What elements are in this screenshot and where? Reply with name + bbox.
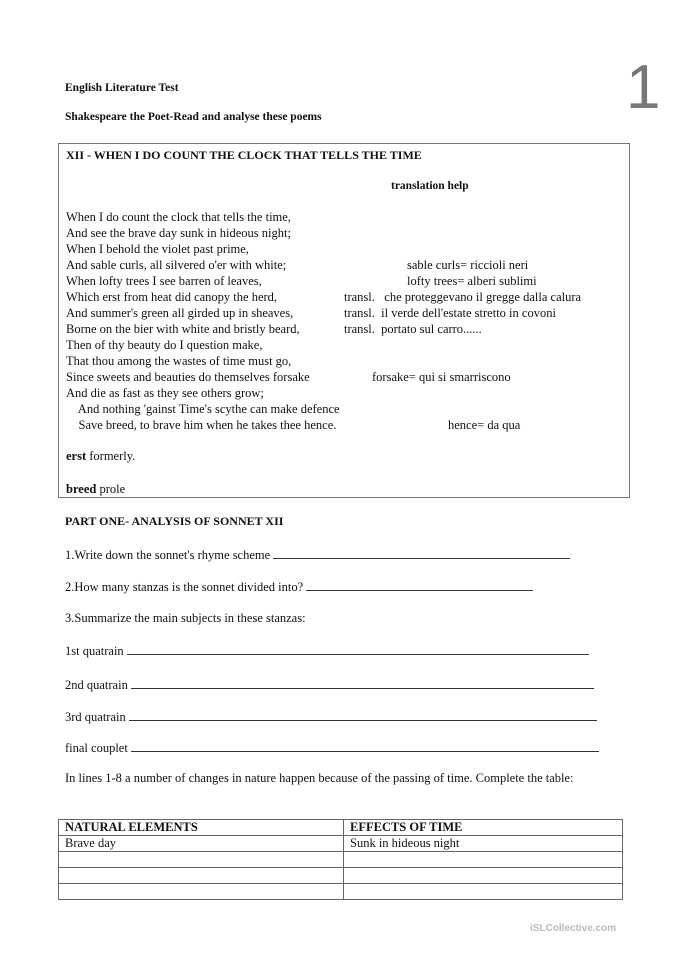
answer-line[interactable] (129, 709, 597, 721)
poem-line: And die as fast as they see others grow; (66, 386, 264, 400)
translation-note: transl. il verde dell'estate stretto in covoni (344, 306, 556, 320)
poem-title: XII - WHEN I DO COUNT THE CLOCK THAT TELLS THE TIME (66, 148, 422, 162)
glossary-erst: erst formerly. (66, 449, 136, 463)
table-cell[interactable] (344, 868, 623, 884)
translation-note: transl. portato sul carro...... (344, 322, 482, 336)
question-1: 1.Write down the sonnet's rhyme scheme (65, 547, 570, 563)
watermark: iSLCollective.com (530, 923, 617, 934)
poem-line: Which erst from heat did canopy the herd, (66, 290, 278, 304)
table-cell[interactable] (59, 868, 344, 884)
answer-line[interactable] (131, 677, 594, 689)
poem-line: Save breed, to brave him when he takes thee hence. (66, 418, 337, 432)
answer-line[interactable] (127, 643, 589, 655)
poem-line: And see the brave day sunk in hideous night; (66, 226, 291, 240)
poem-line: When I behold the violet past prime, (66, 242, 249, 256)
table-cell[interactable] (344, 852, 623, 868)
poem-line: And sable curls, all silvered o'er with white; (66, 258, 287, 272)
translation-note: sable curls= riccioli neri (407, 258, 529, 272)
q3-1st-quatrain: 1st quatrain (65, 643, 589, 659)
poem-line: When lofty trees I see barren of leaves, (66, 274, 262, 288)
translation-help-label: translation help (391, 180, 469, 192)
table-row (59, 868, 623, 884)
translation-note: transl. che proteggevano il gregge dalla calura (344, 290, 582, 304)
part-one-title: PART ONE- ANALYSIS OF SONNET XII (65, 514, 284, 528)
table-cell[interactable] (344, 884, 623, 900)
table-cell[interactable]: Sunk in hideous night (344, 836, 623, 852)
table-row (59, 884, 623, 900)
answer-line[interactable] (306, 579, 533, 591)
table-cell[interactable] (59, 884, 344, 900)
test-subtitle: Shakespeare the Poet-Read and analyse these poems (65, 111, 322, 123)
column-header: NATURAL ELEMENTS (59, 820, 344, 836)
column-header: EFFECTS OF TIME (344, 820, 623, 836)
translation-note: forsake= qui si smarriscono (372, 370, 511, 384)
table-cell[interactable] (59, 852, 344, 868)
table-cell[interactable]: Brave day (59, 836, 344, 852)
poem-line: Since sweets and beauties do themselves forsake (66, 370, 310, 384)
table-header-row (59, 820, 623, 836)
question-2: 2.How many stanzas is the sonnet divided into? (65, 579, 533, 595)
nature-effects-table (58, 819, 623, 900)
q3-2nd-quatrain: 2nd quatrain (65, 677, 594, 693)
translation-note: lofty trees= alberi sublimi (407, 274, 537, 288)
table-instructions: In lines 1-8 a number of changes in nature happen because of the passing of time. Complete the table: (65, 771, 574, 785)
poem-line: And nothing 'gainst Time's scythe can make defence (66, 402, 340, 416)
poem-line: Then of thy beauty do I question make, (66, 338, 263, 352)
poem-line: That thou among the wastes of time must go, (66, 354, 292, 368)
question-3: 3.Summarize the main subjects in these stanzas: (65, 611, 306, 625)
answer-line[interactable] (273, 547, 570, 559)
test-title: English Literature Test (65, 82, 179, 94)
glossary-breed: breed prole (66, 482, 126, 496)
q3-3rd-quatrain: 3rd quatrain (65, 709, 597, 725)
poem-line: Borne on the bier with white and bristly beard, (66, 322, 300, 336)
answer-line[interactable] (131, 740, 599, 752)
table-row (59, 836, 623, 852)
poem-line: When I do count the clock that tells the time, (66, 210, 291, 224)
translation-note: hence= da qua (448, 418, 521, 432)
q3-final-couplet: final couplet (65, 740, 599, 756)
page-number: 1 (626, 53, 661, 122)
poem-line: And summer's green all girded up in sheaves, (66, 306, 294, 320)
table-row (59, 852, 623, 868)
poem-box (58, 143, 630, 498)
